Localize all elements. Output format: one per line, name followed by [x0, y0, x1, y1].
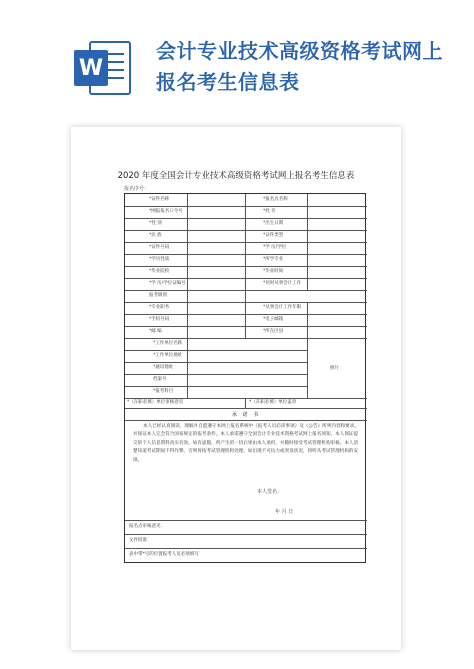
- commitment-title: 承 诺 书: [231, 412, 261, 418]
- column-divider: [245, 230, 246, 242]
- field-label: *性 别: [149, 221, 162, 226]
- column-divider: [187, 242, 188, 254]
- column-divider: [245, 194, 246, 206]
- column-divider: [245, 254, 246, 266]
- field-label: *证件名称: [149, 197, 170, 202]
- column-divider: [187, 362, 188, 374]
- field-label: *出生日期: [263, 221, 284, 226]
- serial-number-label: 报名序号：: [124, 186, 150, 192]
- column-divider: [245, 218, 246, 230]
- photo-placeholder: 照片: [330, 366, 339, 371]
- commitment-text: 本人已经认真阅读、理解并自愿遵守本网上报名系统中《报考人员必读事项》及《公告》所列内容和要求。并保证本人完全符合国家规定的报考条件。本人承诺遵守全国会计专业技术资格考试网上报名须知，本人保证提交的个人信息资料真实有效。如有虚假，所产生的一切后果由本人承担，并随时接受考试管理机构审核。本人清楚知道考试期间不得作弊，否则将按考试管理机构处理。如出现不可抗力或突发状况，将听从考试管理机构的安排。: [133, 424, 359, 463]
- header: [0, 0, 474, 120]
- field-label: *民 族: [149, 233, 162, 238]
- field-label: *报考科目: [153, 389, 174, 394]
- field-label: *毕业时间: [263, 269, 284, 274]
- column-divider: [187, 314, 188, 326]
- field-label: *从事会计工作年限: [263, 305, 302, 310]
- page-title: 会计专业技术高级资格考试网上报名考生信息表: [156, 39, 443, 94]
- field-label: 档案号: [153, 377, 167, 382]
- column-divider: [187, 254, 188, 266]
- footer-row-text: 文件批准：: [129, 538, 152, 543]
- field-label: *（在职必填）单位审核意见: [127, 400, 184, 405]
- field-label: *所在区县: [263, 329, 284, 334]
- footer-row-text: 报名点审核意见：: [129, 524, 165, 529]
- table-row-divider: [125, 548, 367, 549]
- column-divider: [245, 242, 246, 254]
- column-divider: [307, 254, 308, 266]
- table-row-divider: [125, 408, 367, 409]
- info-table: [124, 193, 366, 563]
- column-divider: [187, 326, 188, 338]
- column-divider: [307, 278, 308, 290]
- column-divider: [307, 314, 308, 326]
- field-label: *学 历/学位: [263, 245, 287, 250]
- form-title: 2020 年度全国会计专业技术高级资格考试网上报名考生信息表: [117, 171, 355, 181]
- field-label: *工作单位名称: [153, 341, 183, 346]
- field-label: *手机号码: [149, 317, 170, 322]
- field-label: *通讯地址: [153, 365, 174, 370]
- table-row-divider: [125, 520, 367, 521]
- column-divider: [187, 386, 188, 398]
- column-divider: [245, 266, 246, 278]
- column-divider: [307, 194, 308, 206]
- field-label: 报考级别: [149, 293, 167, 298]
- field-label: *何时从事会计工作: [263, 281, 302, 286]
- table-row-divider: [125, 534, 367, 535]
- column-divider: [245, 278, 246, 290]
- column-divider: [307, 230, 308, 242]
- field-label: *姓 名: [263, 209, 276, 214]
- column-divider: [187, 218, 188, 230]
- column-divider: [187, 290, 188, 302]
- footer-row-text: 表中带*号的位置报考人员必须填写: [129, 552, 199, 557]
- field-label: *专业职务: [149, 305, 170, 310]
- word-document-icon: [74, 40, 132, 96]
- field-label: *网报报名口令号: [149, 209, 183, 214]
- column-divider: [245, 326, 246, 338]
- column-divider: [187, 338, 188, 350]
- column-divider: [187, 194, 188, 206]
- field-label: *证件号码: [149, 245, 170, 250]
- column-divider: [187, 266, 188, 278]
- column-divider: [307, 206, 308, 218]
- column-divider: [187, 302, 188, 314]
- column-divider: [245, 398, 246, 408]
- field-label: *毕业院校: [149, 269, 170, 274]
- column-divider: [187, 350, 188, 362]
- field-label: *学历性质: [149, 257, 170, 262]
- column-divider: [307, 266, 308, 278]
- column-divider: [187, 374, 188, 386]
- column-divider: [187, 206, 188, 218]
- field-label: *证件类型: [263, 233, 284, 238]
- signature-label: 本人签名：: [257, 489, 283, 495]
- column-divider: [187, 278, 188, 290]
- svg-text:W: W: [78, 56, 104, 81]
- document-page: [71, 127, 401, 650]
- column-divider: [245, 290, 246, 302]
- date-label: 年 月 日: [275, 509, 294, 515]
- column-divider: [187, 230, 188, 242]
- column-divider: [307, 326, 308, 338]
- field-label: *学 历/学位证编号: [149, 281, 186, 286]
- column-divider: [245, 302, 246, 314]
- photo-divider: [307, 338, 308, 398]
- column-divider: [307, 218, 308, 230]
- field-label: *电子邮箱: [263, 317, 284, 322]
- field-label: *邮 编: [149, 329, 162, 334]
- column-divider: [307, 242, 308, 254]
- field-label: *工作单位地址: [153, 353, 183, 358]
- table-row-divider: [125, 420, 367, 421]
- column-divider: [307, 302, 308, 314]
- field-label: *所学专业: [263, 257, 284, 262]
- column-divider: [245, 206, 246, 218]
- field-label: *报名点名称: [263, 197, 288, 202]
- field-label: *（在职必填）单位盖章: [249, 400, 297, 405]
- column-divider: [245, 314, 246, 326]
